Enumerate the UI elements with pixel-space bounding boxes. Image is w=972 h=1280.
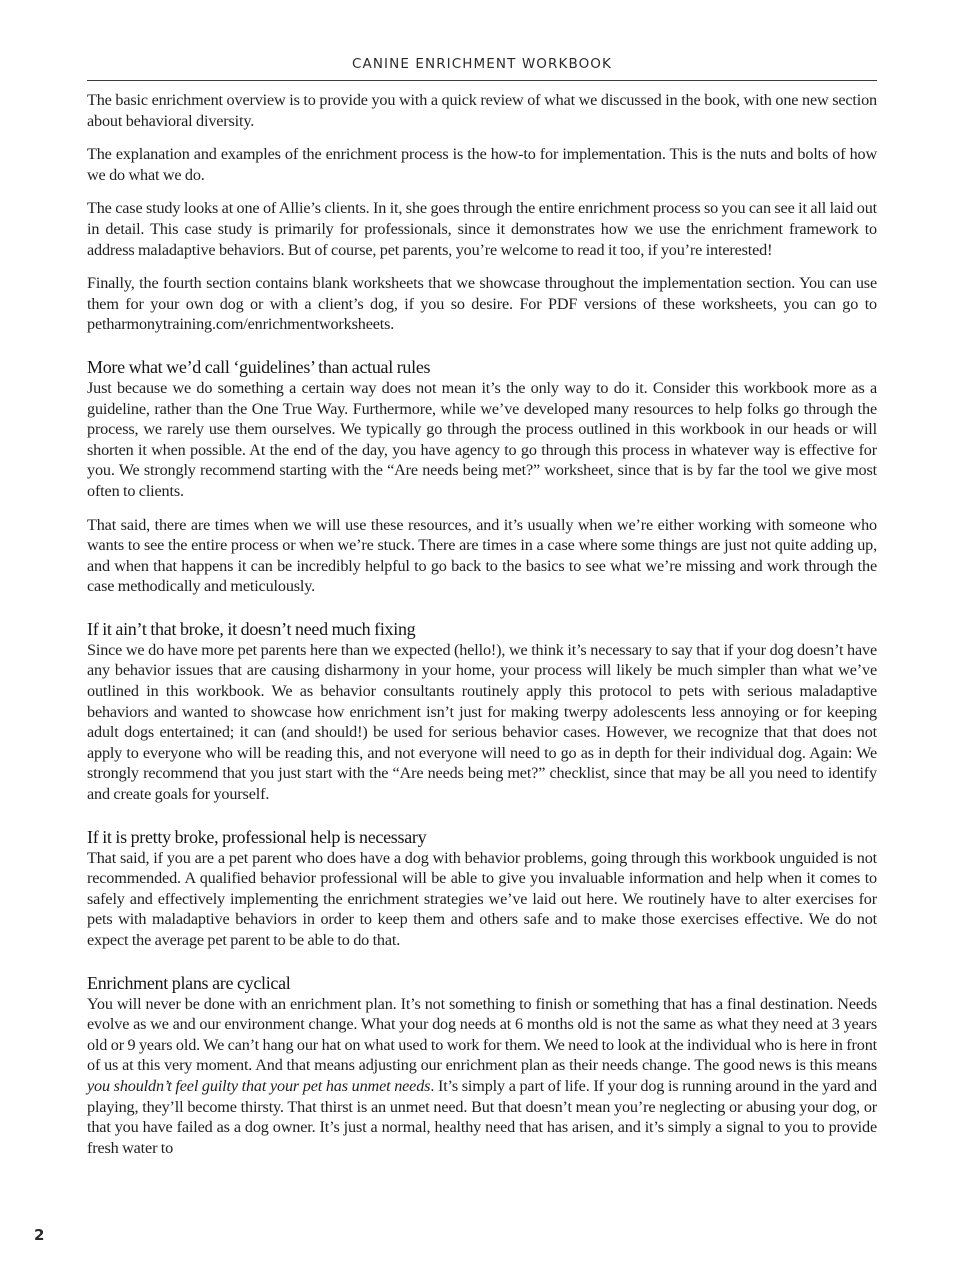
section-paragraph: Just because we do something a certain way does not mean it’s the only way to do it. Consider this workbook more as a guideline, rather than the One True Way. Furthermore, while we’ve developed many resources to help folks go through the process, we rarely use them ourselves. We typically go through the process outlined in this workbook in our heads or will shorten it when possible. At the end of the day, you have agency to go through this process in whatever way is effective for you. We strongly recommend starting with the “Are needs being met?” worksheet, since that is by far the tool we give most often to clients. (87, 378, 877, 500)
intro-paragraph-case-study: The case study looks at one of Allie’s clients. In it, she goes through the entire enrichment process so you can see it all laid out in detail. This case study is primarily for professionals, since it demonstrates how we use the enrichment framework to address maladaptive behaviors. But of course, pet parents, you’re welcome to read it too, if you’re interested! (87, 199, 877, 259)
section-heading: Enrichment plans are cyclical (87, 972, 291, 993)
section-heading: More what we’d call ‘guidelines’ than actual rules (87, 356, 431, 377)
section-paragraph (87, 994, 877, 1159)
paragraph-text: . It’s simply a part of life. If your dog is running around in the yard and playing, they’ll become thirsty. That thirst is an unmet need. But that doesn’t mean you’re neglecting or abusing your dog, or that you have failed as a dog owner. It’s just a normal, healthy need that has arisen, and it’s simply a signal to you to provide fresh water to (87, 1076, 877, 1157)
section-guidelines (87, 356, 877, 597)
section-paragraph: Since we do have more pet parents here than we expected (hello!), we think it’s necessary to say that if your dog doesn’t have any behavior issues that are causing disharmony in your home, your process will likely be much simpler than what we’ve outlined in this workbook. We as behavior consultants routinely apply this protocol to pets with serious maladaptive behaviors and wanted to showcase how enrichment isn’t just for making twerpy adolescents less annoying or for keeping adult dogs entertained; it can (and should!) be used for serious behavior cases. However, we recognize that that does not apply to everyone who will be reading this, and not everyone will need to go as in depth for their individual dog. Again: We strongly recommend that you just start with the “Are needs being met?” checklist, since that may be all you need to identify and create goals for yourself. (87, 640, 877, 804)
header-rule (87, 80, 877, 81)
page-body (87, 90, 877, 1171)
running-header: CANINE ENRICHMENT WORKBOOK (352, 56, 612, 72)
intro-paragraph-worksheets: Finally, the fourth section contains blank worksheets that we showcase throughout the implementation section. You can use them for your own dog or with a client’s dog, if you so desire. For PDF versions of these worksheets, you can go to petharmonytraining.com/enrichmentworksheets. (87, 274, 877, 334)
emphasized-text: you shouldn’t feel guilty that your pet has unmet needs (87, 1076, 431, 1095)
section-heading: If it is pretty broke, professional help is necessary (87, 826, 427, 847)
section-aint-that-broke (87, 618, 877, 805)
paragraph-text: You will never be done with an enrichment plan. It’s not something to finish or something that has a final destination. Needs evolve as we and our environment change. What your dog needs at 6 months old is not the same as what they need at 3 years old or 9 years old. We can’t hang our hat on what used to work for them. We need to look at the individual who is here in front of us at this very moment. And that means adjusting our enrichment plan as their needs change. The good news is this means (87, 994, 877, 1075)
section-heading: If it ain’t that broke, it doesn’t need much fixing (87, 618, 416, 639)
section-cyclical (87, 972, 877, 1159)
section-pretty-broke (87, 826, 877, 951)
section-paragraph: That said, if you are a pet parent who does have a dog with behavior problems, going through this workbook unguided is not recommended. A qualified behavior professional will be able to give you invaluable information and help when it comes to safely and effectively implementing the enrichment strategies we’ve laid out here. We routinely have to alter exercises for pets with maladaptive behaviors in order to keep them and others safe and to make those exercises effective. We do not expect the average pet parent to be able to do that. (87, 848, 877, 949)
section-paragraph: That said, there are times when we will use these resources, and it’s usually when we’re either working with someone who wants to see the entire process or when we’re stuck. There are times in a case where some things are just not quite adding up, and when that happens it can be incredibly helpful to go back to the basics to see what we’re missing and work through the case methodically and meticulously. (87, 515, 877, 596)
intro-paragraph-explanation: The explanation and examples of the enrichment process is the how-to for implementation. This is the nuts and bolts of how we do what we do. (87, 145, 877, 184)
intro-paragraph-overview: The basic enrichment overview is to provide you with a quick review of what we discussed in the book, with one new section about behavioral diversity. (87, 91, 877, 130)
page-number: 2 (34, 1226, 45, 1244)
